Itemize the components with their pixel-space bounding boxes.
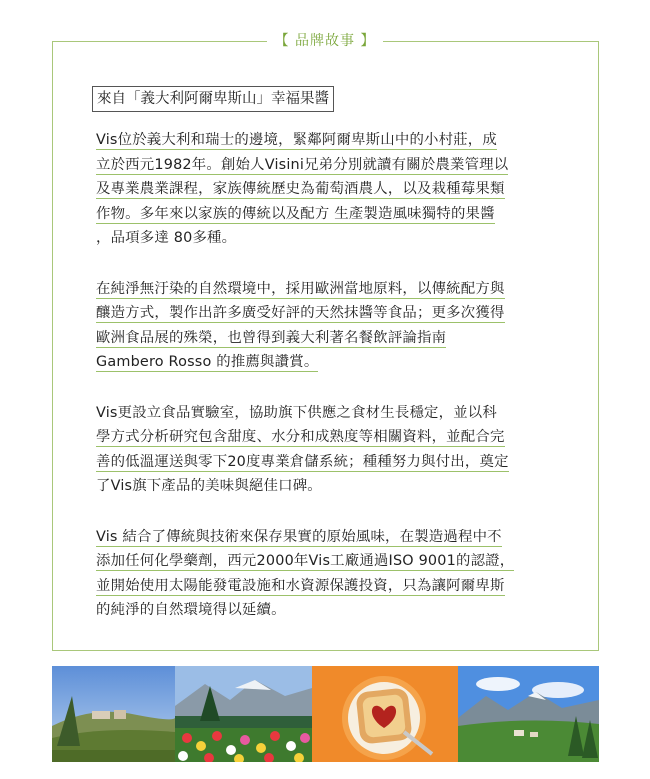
toast-jam-photo: [312, 666, 458, 762]
text-line: Gambero Rosso 的推薦與讚賞。: [96, 354, 319, 370]
section-header-label: 【 品牌故事 】: [267, 33, 384, 49]
village-hill-photo: [52, 666, 175, 762]
story-content: [96, 128, 558, 649]
text-line: 添加任何化學藥劑，西元2000年Vis工廠通過ISO 9001的認證，: [96, 553, 515, 569]
paragraph-4: [96, 525, 558, 623]
paragraph-2: [96, 277, 558, 375]
text-line: 善的低溫運送與零下20度專業倉儲系統；種種努力與付出，奠定: [96, 453, 509, 470]
text-line: 了Vis旗下產品的美味與絕佳口碑。: [96, 478, 322, 494]
text-line: 在純淨無汙染的自然環境中，採用歐洲當地原料，以傳統配方與: [96, 280, 505, 297]
paragraph-3: [96, 401, 558, 499]
paragraph-1: [96, 128, 558, 251]
story-subtitle: 來自「義大利阿爾卑斯山」幸福果醬: [92, 86, 334, 112]
text-line: Vis更設立食品實驗室，協助旗下供應之食材生長穩定，並以科: [96, 404, 497, 421]
text-line: 釀造方式，製作出許多廣受好評的天然抹醬等食品；更多次獲得: [96, 305, 505, 321]
text-line: Vis位於義大利和瑞士的邊境，緊鄰阿爾卑斯山中的小村莊，成: [96, 132, 497, 148]
text-line: ，品項多達 80多種。: [96, 230, 237, 246]
text-line: 並開始使用太陽能發電設施和水資源保護投資，只為讓阿爾卑斯: [96, 577, 505, 594]
text-line: 學方式分析研究包含甜度、水分和成熟度等相關資料，並配合完: [96, 429, 505, 445]
text-line: 的純淨的自然環境得以延續。: [96, 602, 286, 618]
text-line: 作物。多年來以家族的傳統以及配方 生產製造風味獨特的果醬: [96, 205, 495, 222]
photo-strip: [52, 666, 599, 762]
flower-garden-photo: [175, 666, 312, 762]
text-line: 歐洲食品展的殊榮，也曾得到義大利著名餐飲評論指南: [96, 329, 447, 346]
text-line: Vis 結合了傳統與技術來保存果實的原始風味，在製造過程中不: [96, 528, 502, 545]
section-header: [0, 30, 650, 50]
text-line: 及專業農業課程，家族傳統歷史為葡萄酒農人，以及栽種莓果類: [96, 181, 505, 197]
text-line: 立於西元1982年。創始人Visini兄弟分別就讀有關於農業管理以: [96, 156, 509, 173]
alpine-valley-photo: [458, 666, 599, 762]
